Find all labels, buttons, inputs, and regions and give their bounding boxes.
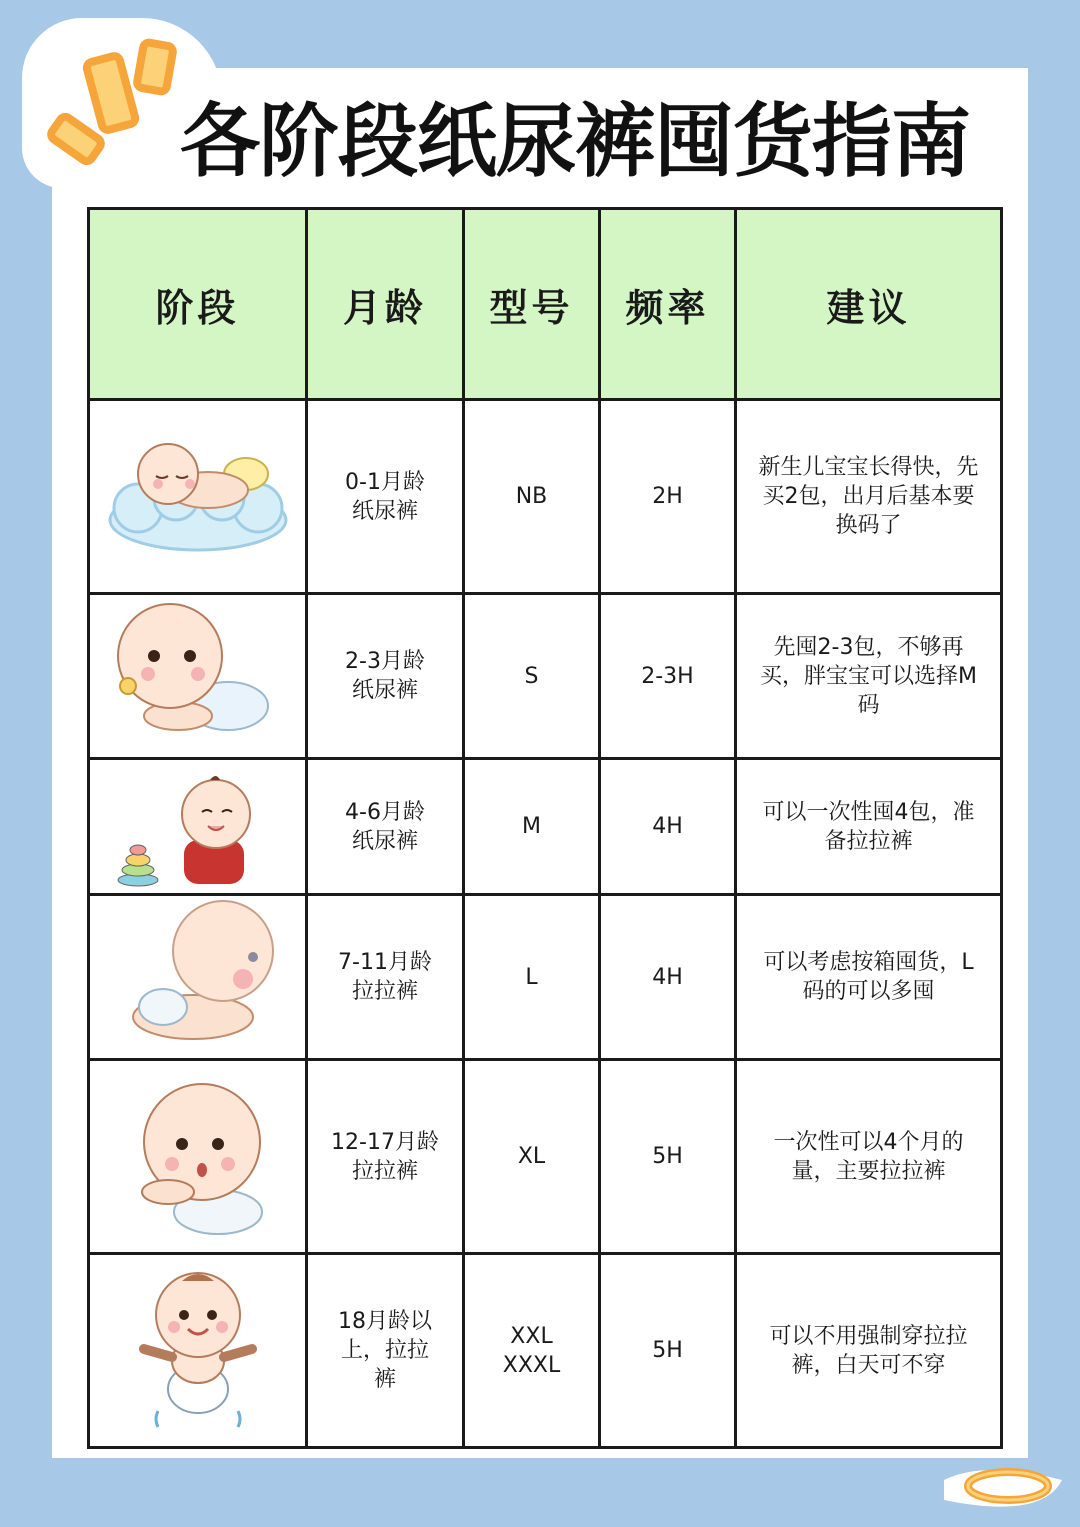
diaper-guide-table <box>87 207 1003 1449</box>
age-cell: 4-6月龄 纸尿裤 <box>307 759 464 895</box>
table-row <box>89 594 1002 759</box>
stage-image-cell <box>89 895 307 1060</box>
header-frequency: 频率 <box>600 209 736 400</box>
header-age: 月龄 <box>307 209 464 400</box>
size-cell: L <box>464 895 600 1060</box>
advice-cell: 先囤2-3包，不够再买，胖宝宝可以选择M码 <box>736 594 1002 759</box>
sparkle-decoration-icon <box>32 36 192 176</box>
table-row <box>89 400 1002 594</box>
advice-cell: 可以不用强制穿拉拉裤，白天可不穿 <box>736 1254 1002 1448</box>
advice-cell: 一次性可以4个月的量，主要拉拉裤 <box>736 1060 1002 1254</box>
stage-image-cell <box>89 400 307 594</box>
age-cell: 7-11月龄 拉拉裤 <box>307 895 464 1060</box>
size-cell: XXL XXXL <box>464 1254 600 1448</box>
age-cell: 0-1月龄 纸尿裤 <box>307 400 464 594</box>
crawling-baby-with-pacifier-icon <box>98 596 298 756</box>
header-size: 型号 <box>464 209 600 400</box>
baby-peeking-icon <box>98 1072 298 1242</box>
standing-baby-icon <box>108 1261 288 1441</box>
header-advice: 建议 <box>736 209 1002 400</box>
advice-cell: 可以考虑按箱囤货，L码的可以多囤 <box>736 895 1002 1060</box>
stage-image-cell <box>89 594 307 759</box>
header-stage: 阶段 <box>89 209 307 400</box>
table-row <box>89 895 1002 1060</box>
size-cell: M <box>464 759 600 895</box>
age-cell: 2-3月龄 纸尿裤 <box>307 594 464 759</box>
page-title: 各阶段纸尿裤囤货指南 <box>180 95 970 188</box>
stage-image-cell <box>89 1254 307 1448</box>
size-cell: NB <box>464 400 600 594</box>
stage-image-cell <box>89 759 307 895</box>
sleeping-baby-on-cloud-icon <box>98 432 298 562</box>
age-cell: 12-17月龄 拉拉裤 <box>307 1060 464 1254</box>
frequency-cell: 4H <box>600 759 736 895</box>
frequency-cell: 4H <box>600 895 736 1060</box>
frequency-cell: 5H <box>600 1060 736 1254</box>
table-row <box>89 1254 1002 1448</box>
advice-cell: 新生儿宝宝长得快，先买2包，出月后基本要换码了 <box>736 400 1002 594</box>
frequency-cell: 2-3H <box>600 594 736 759</box>
stage-image-cell <box>89 1060 307 1254</box>
frequency-cell: 5H <box>600 1254 736 1448</box>
crawling-baby-icon <box>93 897 303 1057</box>
size-cell: XL <box>464 1060 600 1254</box>
table-row <box>89 1060 1002 1254</box>
sitting-baby-with-ring-toy-icon <box>98 762 298 892</box>
advice-cell: 可以一次性囤4包，准备拉拉裤 <box>736 759 1002 895</box>
size-cell: S <box>464 594 600 759</box>
header-row <box>89 209 1002 400</box>
table-row <box>89 759 1002 895</box>
frequency-cell: 2H <box>600 400 736 594</box>
ring-decoration-icon <box>938 1450 1068 1520</box>
age-cell: 18月龄以 上，拉拉 裤 <box>307 1254 464 1448</box>
